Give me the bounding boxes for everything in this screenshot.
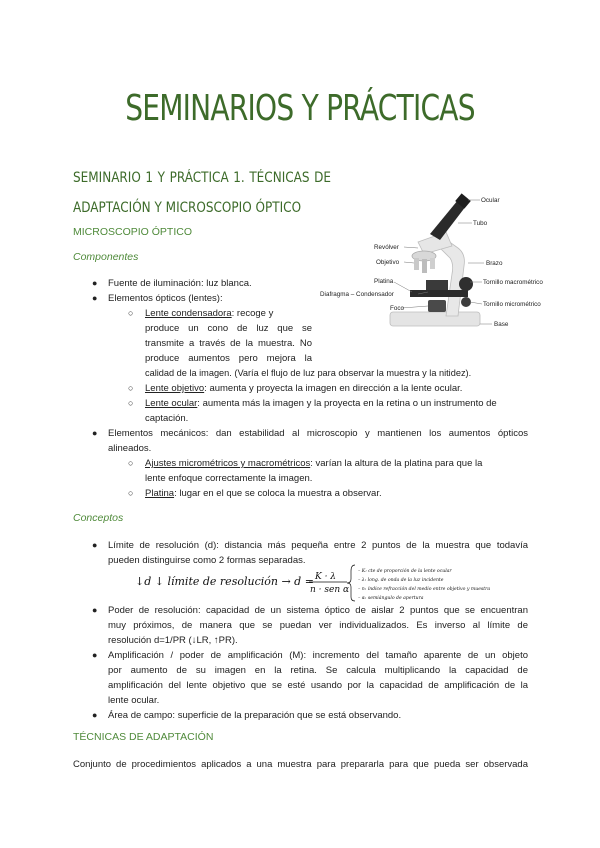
subheading-conceptos: Conceptos [73, 512, 124, 524]
resolution-formula [133, 563, 533, 603]
seminar-title-line1: SEMINARIO 1 Y PRÁCTICA 1. TÉCNICAS DE [73, 170, 331, 186]
formula-brace [347, 565, 355, 601]
bullet-icon: ● [92, 710, 98, 720]
label-ocular: Ocular [481, 197, 500, 204]
bullet-icon: ● [92, 650, 98, 660]
microscope-illustration [318, 188, 563, 336]
formula-note-3: – n: índice refracción del medio entre objetivo y muestra [358, 587, 491, 592]
subheading-componentes: Componentes [73, 251, 139, 263]
term-lente-ocular: Lente ocular [145, 398, 198, 409]
lente-condensadora-line1 [145, 306, 312, 321]
term-lente-objetivo: Lente objetivo [145, 383, 205, 394]
condensadora-text-3: transmite a través de la muestra. No [145, 338, 312, 349]
poder-text-2: muy próximos, de manera que se puedan ver individualizados. Es inverso al límite de [108, 620, 528, 631]
bullet-icon: ● [92, 278, 98, 288]
term-lente-condensadora: Lente condensadora [145, 308, 232, 319]
circle-bullet-icon: ○ [128, 308, 134, 318]
formula-note-1: – K: cte de proporción de la lente ocular [358, 569, 452, 574]
label-tornillo-micro: Tornillo micrométrico [483, 301, 541, 308]
lente-ocular-item [145, 396, 529, 411]
label-tubo: Tubo [473, 220, 488, 227]
area-text: Área de campo: superficie de la preparación que se está observando. [108, 710, 402, 721]
formula-numerator: K · λ [315, 572, 337, 582]
section-heading-microscopio: MICROSCOPIO ÓPTICO [73, 226, 193, 238]
microscope-base [390, 312, 480, 326]
poder-text-1: Poder de resolución: capacidad de un sistema óptico de aislar 2 puntos que se encuentran [108, 605, 528, 616]
microscope-stage [410, 290, 468, 297]
condensadora-text-1: : recoge y [231, 308, 274, 319]
ajustes-text-1: : varían la altura de la platina para que la [310, 458, 483, 469]
condensadora-text-4: produce aumentos pero mejora la [145, 353, 312, 364]
seminar-title [73, 163, 331, 223]
term-platina: Platina [145, 488, 175, 499]
limite-text-1: Límite de resolución (d): distancia más pequeña entre 2 puntos de la muestra que todavía [108, 540, 528, 551]
label-platina: Platina [374, 278, 394, 285]
component-opticos: Elementos ópticos (lentes): [108, 293, 223, 304]
formula-note-2: – λ: long. de onda de la luz incidente [358, 578, 444, 583]
formula-denominator: n · sen α [310, 585, 350, 595]
ampl-text-3: amplificación del lente objetivo que se esté usando por la capacidad de amplificación de la [108, 680, 528, 691]
microscope-condenser [426, 280, 448, 290]
condensadora-text-2: produce un cono de luz que se [145, 323, 312, 334]
ocular-text-1: : aumenta más la imagen y la proyecta en la retina o un instrumento de [197, 398, 497, 409]
limite-text-2: pueden distinguirse como 2 formas separadas. [108, 555, 306, 566]
ajustes-text-2: lente enfoque correctamente la imagen. [145, 473, 313, 484]
mecanicos-text-1: Elementos mecánicos: dan estabilidad al microscopio y mantienen los aumentos ópticos [108, 428, 528, 439]
fine-knob [461, 297, 471, 307]
bullet-icon: ● [92, 605, 98, 615]
microscope-tube [430, 200, 466, 240]
label-base: Base [494, 321, 509, 328]
objective-3 [430, 258, 435, 269]
mecanicos-text-2: alineados. [108, 443, 152, 454]
label-brazo: Brazo [486, 260, 503, 267]
page-title: SEMINARIOS Y PRÁCTICAS [125, 88, 475, 129]
ampl-text-2: por aumento de su imagen en la retina. Se calcula multiplicando la capacidad de [108, 665, 528, 676]
seminar-title-line2: ADAPTACIÓN Y MICROSCOPIO ÓPTICO [73, 200, 302, 216]
label-objetivo: Objetivo [376, 259, 400, 266]
circle-bullet-icon: ○ [128, 383, 134, 393]
label-tornillo-macro: Tornillo macrométrico [483, 279, 543, 286]
formula-left: ↓d ↓ límite de resolución → d = [135, 575, 314, 588]
ampl-text-1: Amplificación / poder de amplificación (M): incremento del tamaño aparente de un objeto [108, 650, 528, 661]
formula-note-4: – α: semiángulo de apertura [358, 596, 424, 601]
poder-text-3: resolución d=1/PR (↓LR, ↑PR). [108, 635, 238, 646]
objective-2 [422, 259, 427, 273]
microscope-light [428, 300, 446, 312]
label-revolver: Revólver [374, 244, 399, 251]
ajustes-item [145, 456, 529, 471]
circle-bullet-icon: ○ [128, 488, 134, 498]
platina-text: : lugar en el que se coloca la muestra a observar. [174, 488, 382, 499]
objetivo-text: : aumenta y proyecta la imagen en dirección a la lente ocular. [204, 383, 463, 394]
bullet-icon: ● [92, 428, 98, 438]
coarse-knob [459, 277, 473, 291]
condensadora-text-5: calidad de la imagen. (Varía el flujo de luz para observar la muestra y la nitidez). [145, 368, 472, 378]
platina-item [145, 486, 382, 501]
section-heading-tecnicas: TÉCNICAS DE ADAPTACIÓN [73, 731, 214, 743]
circle-bullet-icon: ○ [128, 398, 134, 408]
component-fuente: Fuente de iluminación: luz blanca. [108, 278, 252, 289]
bullet-icon: ● [92, 293, 98, 303]
objective-1 [414, 258, 419, 270]
lente-objetivo-item [145, 381, 462, 396]
ampl-text-4: lente ocular. [108, 695, 160, 706]
label-foco: Foco [390, 305, 404, 312]
label-diafragma: Diafragma – Condensador [320, 291, 394, 298]
bullet-icon: ● [92, 540, 98, 550]
term-ajustes: Ajustes micrométricos y macrométricos [145, 458, 311, 469]
ocular-text-2: captación. [145, 413, 189, 424]
tecnicas-text: Conjunto de procedimientos aplicados a una muestra para prepararla para que pueda ser observada [73, 759, 528, 770]
circle-bullet-icon: ○ [128, 458, 134, 468]
